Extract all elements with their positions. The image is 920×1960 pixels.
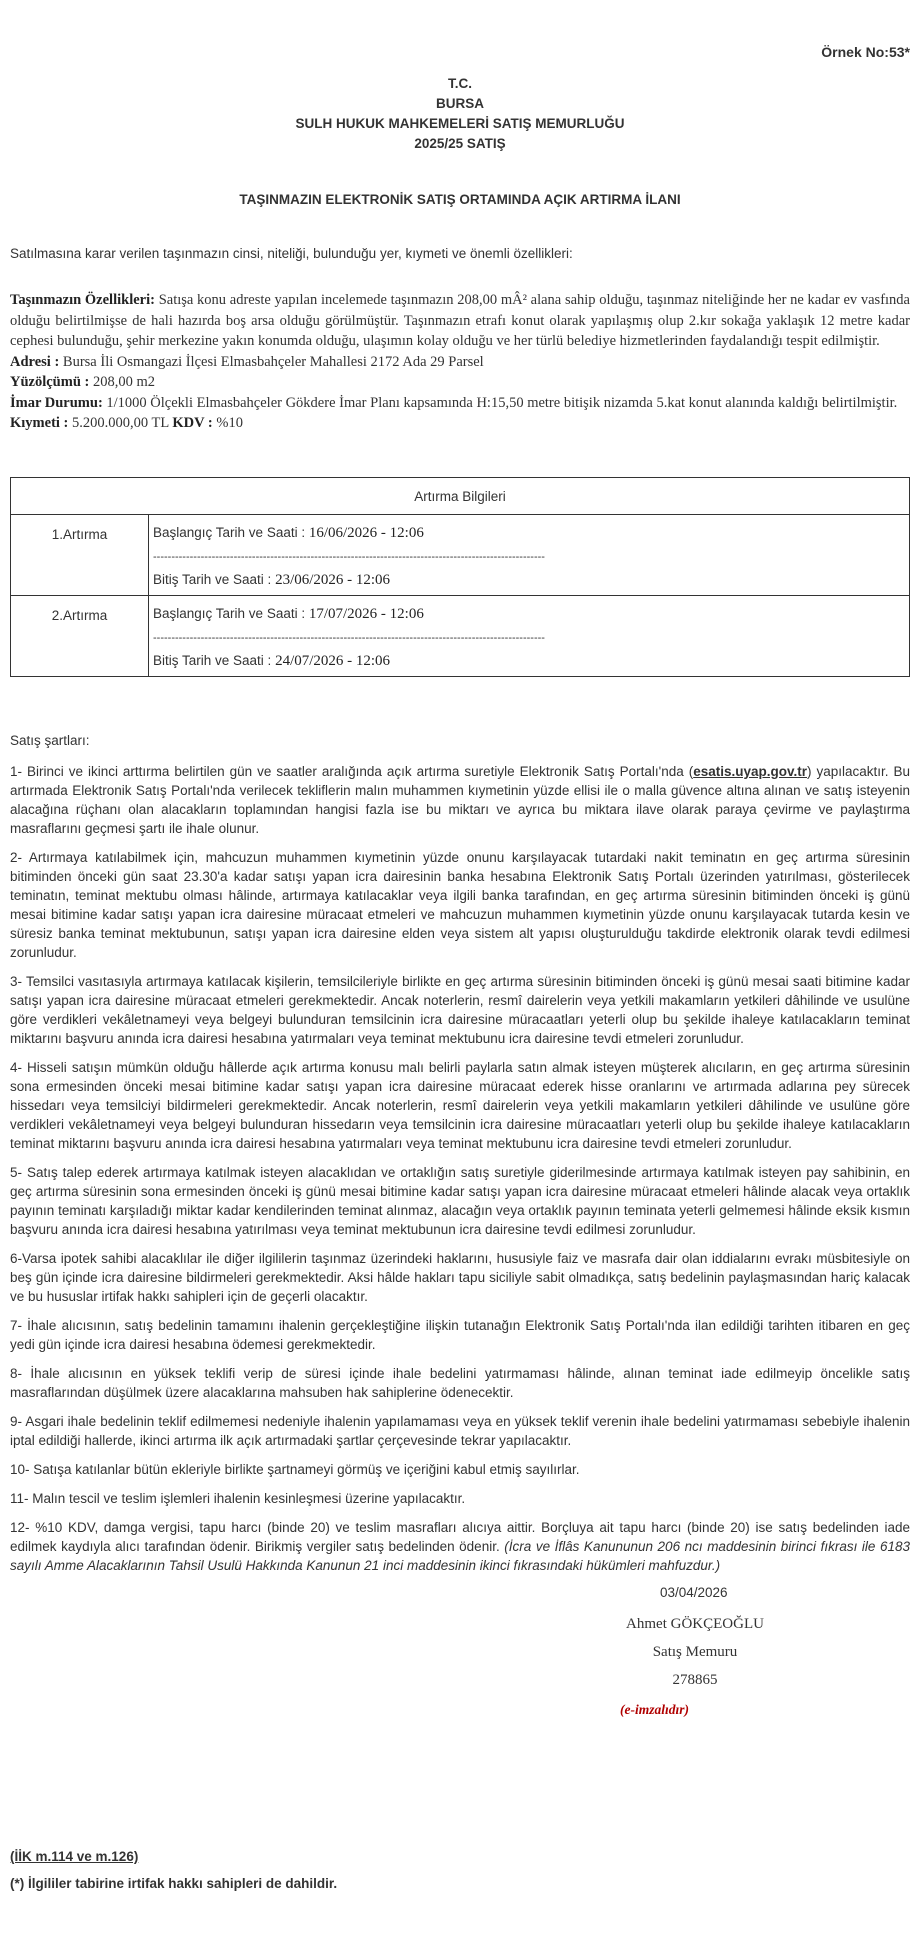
intro-text: Satılmasına karar verilen taşınmazın cinsi, niteliği, bulunduğu yer, kıymeti ve önemli özellikleri: [10, 246, 573, 261]
header-city: BURSA [435, 96, 484, 111]
features-label: Taşınmazın Özellikleri: [10, 292, 155, 308]
start-date-label: Başlangıç Tarih ve Saati : [153, 606, 309, 621]
e-signature-note: (e-imzalıdır) [620, 1702, 689, 1717]
property-zoning [10, 393, 910, 414]
auction-table-header: Artırma Bilgileri [11, 478, 910, 515]
property-features [10, 290, 910, 352]
auction-row [11, 596, 910, 677]
condition-3: 3- Temsilci vasıtasıyla artırmaya katılacak kişilerin, temsilcileriyle birlikte en geç artırma süresinin bitiminden önceki iş günü mesai saati bitimine kadar satışı yapan icra dairesine müracaat etmeleri gerekmektedir. Ancak noterlerin, resmî dairelerin veya yetkili makamların yetkileri dâhilinde ve usulüne göre verdikleri vekâletnameyi veya belgeyi bulunduran temsilcinin icra dairesine müracaatları yeterli olup bu şekilde ihaleye katılacakların teminat miktarını başvuru anında icra dairesi hesabına yatırmaları veya teminat mektubunu icra dairesine tevdi etmeleri zorunludur. [10, 974, 910, 1046]
end-date-value: 24/07/2026 - 12:06 [275, 653, 391, 669]
end-date-label: Bitiş Tarih ve Saati : [153, 653, 276, 668]
kdv-text: %10 [212, 415, 243, 431]
auction-dates [149, 515, 910, 596]
zoning-label: İmar Durumu: [10, 394, 103, 411]
header-tc: T.C. [447, 76, 472, 91]
condition-7: 7- İhale alıcısının, satış bedelinin tamamını ihalenin gerçekleştiğine ilişkin tutanağın Elektronik Satış Portalı'nda ilan edildiği tarihten itibaren en geç yedi gün içinde icra dairesi hesabına ödemesi gerekmektedir. [10, 1318, 910, 1352]
value-label: Kıymeti : [10, 415, 69, 431]
value-text: 5.200.000,00 TL [68, 415, 173, 431]
law-reference [10, 1849, 138, 1864]
header-file-no: 2025/25 SATIŞ [414, 136, 506, 151]
features-text: Satışa konu adreste yapılan incelemede taşınmazın 208,00 mÂ² alana sahip olduğu, taşınmaz niteliğinde her ne kadar ev vasfında olduğu belirtilmişse de hali hazırda boş arsa olduğu görülmüştür. Taşınmazın etrafı konut olarak yapılaşmış olup 2.kır sokağa yaklaşık 12 metre kadar cephesi bulunduğu, şehir merkezine yakın konumda olduğu, ulaşımın kolay olduğu ve her türlü belediye hizmetlerinden faydalandığı tespit edilmiştir. [10, 292, 910, 349]
auction-round-label: 2.Artırma [11, 596, 149, 677]
end-date-value: 23/06/2026 - 12:06 [275, 572, 391, 588]
auction-dates [149, 596, 910, 677]
property-area [10, 372, 910, 393]
officer-title: Satış Memuru [652, 1644, 738, 1660]
condition-4: 4- Hisseli satışın mümkün olduğu hâllerde açık artırma konusu malı belirli paylarla satın almak isteyen müşterek alıcıların, en geç artırma süresinin sona ermesinden önceki mesai bitimine kadar satışı yapan icra dairesine müracaat ederek hisse oranlarını ve artırmada adlarına pey sürecek hissedarı veya temsilciyi bildirmeleri gerekmektedir. Ancak noterlerin, resmî dairelerin veya yetkili makamların yetkileri dâhilinde ve usulüne göre verdikleri vekâletnameyi veya belgeyi bulunduran hissedarın veya temsilcinin icra dairesine müracaatları yeterli olup bu şekilde ihaleye katılacakların teminat miktarını başvuru anında icra dairesi hesabına yatırmaları veya teminat mektubunu icra dairesine tevdi etmeleri zorunludur. [10, 1060, 910, 1151]
condition-12 [10, 1518, 910, 1575]
officer-number: 278865 [672, 1672, 718, 1688]
condition-1-text-a: 1- Birinci ve ikinci arttırma belirtilen gün ve saatler aralığında açık artırma suretiyle Elektronik Satış Portalı'nda ( [10, 764, 694, 779]
condition-1-text-b: ) yapılacaktır. Bu artırmada Elektronik Satış Portalı'nda verilecek tekliflerin malın muhammen kıymetinin yüzde ellisi ile o malla güvence altına alınan ve satış isteyenin alacağına rüçhanı olan alacakların toplamından hangisi fazla ise bu miktarı ve ayrıca bu miktara ilave olarak paraya çevirme ve paylaştırma masraflarını geçmesi şartı ile ihale olunur. [10, 764, 910, 836]
address-label: Adresi : [10, 353, 60, 370]
dashed-separator: ----------------------------------------------------------------------------------------------------------- [153, 551, 545, 563]
property-value [10, 413, 910, 434]
condition-12-law-note: (İcra ve İflâs Kanununun 206 ncı maddesinin birinci fıkrası ile 6183 sayılı Amme Alacaklarının Tahsil Usulü Hakkında Kanunun 21 inci maddesinin ikinci fıkrasındaki hükümleri mahfuzdur.) [10, 1539, 910, 1573]
esatis-link[interactable]: esatis.uyap.gov.tr [693, 764, 807, 779]
condition-10: 10- Satışa katılanlar bütün ekleriyle birlikte şartnameyi görmüş ve içeriğini kabul etmiş sayılırlar. [10, 1462, 580, 1477]
start-date-value: 16/06/2026 - 12:06 [308, 525, 424, 541]
signature-date: 03/04/2026 [660, 1585, 728, 1600]
dashed-separator: ----------------------------------------------------------------------------------------------------------- [153, 632, 545, 644]
condition-12-text: 12- %10 KDV, damga vergisi, tapu harcı (binde 20) ve teslim masrafları alıcıya aittir. Borçluya ait tapu harcı (binde 20) ise satış bedelinden iade edilmek kaydıyla alıcı tarafından ödenir. Birikmiş vergiler satış bedelinden ödenir. [10, 1520, 910, 1554]
document-header [10, 74, 910, 154]
zoning-text: 1/1000 Ölçekli Elmasbahçeler Gökdere İmar Planı kapsamında H:15,50 metre bitişik nizamda 5.kat konut alanında kaldığı belirtilmiştir. [102, 394, 898, 411]
condition-8: 8- İhale alıcısının en yüksek teklifi verip de süresi içinde ihale bedelini yatırmaması hâlinde, alınan teminat iade edilmeyip öncelikle satış masraflarından düşülmek üzere alacaklarına mahsuben hak sahiplerine ödenecektir. [10, 1366, 910, 1400]
area-label: Yüzölçümü : [10, 374, 90, 390]
page-title: TAŞINMAZIN ELEKTRONİK SATIŞ ORTAMINDA AÇIK ARTIRMA İLANI [239, 192, 681, 207]
auction-row [11, 515, 910, 596]
auction-table [10, 477, 910, 677]
sale-conditions [10, 731, 910, 1585]
officer-name: Ahmet GÖKÇEOĞLU [626, 1616, 764, 1632]
property-details [10, 290, 910, 434]
condition-5: 5- Satış talep ederek artırmaya katılmak isteyen alacaklıdan ve ortaklığın satış suretiyle giderilmesinde artırmaya katılmak isteyen pay sahibinin, en geç artırma süresinin sona ermesinden önceki iş günü mesai bitimine kadar satışı yapan icra dairesine müracaat etmeleri hâlinde alacak veya ortaklık payının teminatı karşıladığı miktar kadar kendilerinden teminat alınmaz, alacağın veya ortaklık payının teminata yeterli gelmemesi hâlinde eksik kısmın başvuru anında icra dairesi hesabına yatırılması veya teminat mektubunun icra dairesine tevdi edilmesi zorunludur. [10, 1165, 910, 1237]
conditions-heading: Satış şartları: [10, 733, 90, 748]
condition-11: 11- Malın tescil ve teslim işlemleri ihalenin kesinleşmesi üzerine yapılacaktır. [10, 1491, 466, 1506]
header-office: SULH HUKUK MAHKEMELERİ SATIŞ MEMURLUĞU [295, 116, 625, 131]
footnote: (*) İlgililer tabirine irtifak hakkı sahipleri de dahildir. [10, 1876, 338, 1891]
condition-1 [10, 762, 910, 838]
signature-block [570, 1585, 820, 1718]
kdv-label: KDV : [172, 415, 213, 431]
condition-9: 9- Asgari ihale bedelinin teklif edilmemesi nedeniyle ihalenin yapılamaması veya en yüksek teklif verenin ihale bedelini yatırmaması sebebiyle ihalenin iptal edildiği hallerde, ikinci artırma ilk açık artırmadaki şartlar çerçevesinde tekrar yapılacaktır. [10, 1414, 910, 1448]
property-address [10, 352, 910, 373]
condition-6: 6-Varsa ipotek sahibi alacaklılar ile diğer ilgililerin taşınmaz üzerindeki haklarını, hususiyle faiz ve masrafa dair olan iddialarını evrakı müsbitesiyle on beş gün içinde icra dairesine bildirmeleri gerekmektedir. Aksi hâlde hakları tapu siciliyle sabit olmadıkça, satış bedelinin paylaşmasından hariç kalacak ve bu hususlar irtifak hakkı sahipleri için de geçerli olacaktır. [10, 1251, 910, 1304]
start-date-label: Başlangıç Tarih ve Saati : [153, 525, 309, 540]
address-text: Bursa İli Osmangazi İlçesi Elmasbahçeler Mahallesi 2172 Ada 29 Parsel [59, 353, 484, 370]
area-text: 208,00 m2 [89, 374, 156, 390]
auction-round-label: 1.Artırma [11, 515, 149, 596]
law-reference-text: (İİK m.114 ve m.126) [10, 1849, 139, 1864]
condition-2: 2- Artırmaya katılabilmek için, mahcuzun muhammen kıymetinin yüzde onunu karşılayacak tutardaki nakit teminatın en geç artırma süresinin bitiminden önceki gün saat 23.30'a kadar satışı yapan icra dairesinin banka hesabına Elektronik Satış Portalı üzerinden yatırılması, gösterilecek teminatın, teminat mektubu olması hâlinde, artırmaya katılacaklar veya ilgili banka tarafından, en geç artırma süresinin bitiminden önceki iş günü mesai bitimine kadar satışı yapan icra dairesine müracaat etmeleri ve mahcuzun muhammen kıymetinin yüzde onunu karşılayacak tutarda kesin ve süresiz banka teminat mektubunun, satışı yapan icra dairesine elden veya sistem alt yapısı oluşturulduğu takdirde elektronik olarak tevdi edilmesi zorunludur. [10, 850, 910, 960]
end-date-label: Bitiş Tarih ve Saati : [153, 572, 276, 587]
start-date-value: 17/07/2026 - 12:06 [308, 606, 424, 622]
sample-number: Örnek No:53* [821, 44, 910, 60]
